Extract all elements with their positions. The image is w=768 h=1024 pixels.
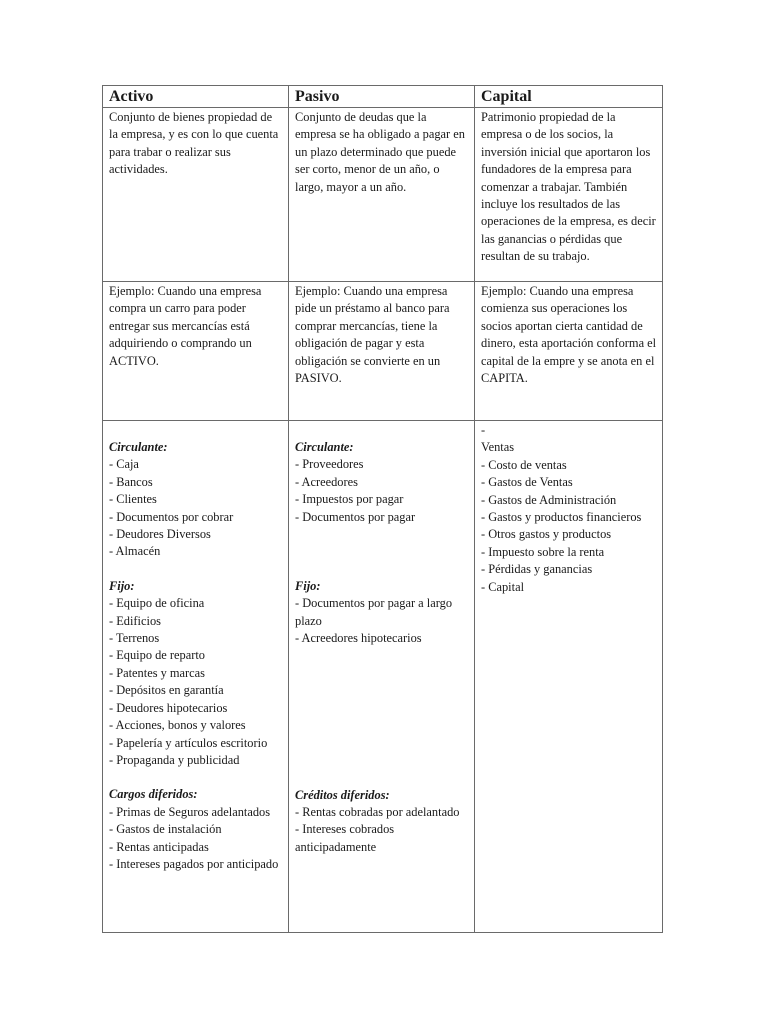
list-item: - Rentas cobradas por adelantado (295, 805, 460, 820)
list-item: - Papelería y artículos escritorio (109, 735, 268, 750)
list-item: - Intereses pagados por anticipado (109, 856, 279, 871)
list-item: - Deudores hipotecarios (109, 700, 228, 715)
list-item: - Capital (481, 579, 525, 594)
activo-diferidos-title: Cargos diferidos: (109, 787, 198, 802)
pasivo-diferidos-title: Créditos diferidos: (295, 787, 390, 802)
example-activo: Ejemplo: Cuando una empresa compra un carro para poder entregar sus mercancías está adquiriendo o comprando un ACTIVO. (103, 282, 289, 421)
list-item: Ventas (481, 440, 515, 455)
list-item: - Equipo de oficina (109, 596, 205, 611)
list-item: - Propaganda y publicidad (109, 752, 240, 767)
spacer (295, 648, 469, 787)
list-item: - Primas de Seguros adelantados (109, 804, 271, 819)
list-item: - Gastos de Administración (481, 492, 617, 507)
header-activo: Activo (103, 86, 289, 108)
capital-accounts (475, 421, 663, 933)
list-item: - Impuesto sobre la renta (481, 544, 605, 559)
pasivo-accounts (289, 421, 475, 933)
example-pasivo: Ejemplo: Cuando una empresa pide un préstamo al banco para comprar mercancías, tiene la obligación de pagar y esta obligación se convierte en un PASIVO. (289, 282, 475, 421)
accounts-row (103, 421, 663, 933)
pasivo-circulante-title: Circulante: (295, 440, 354, 454)
pasivo-fijo-title: Fijo: (295, 579, 321, 594)
example-row (103, 282, 663, 421)
list-item: - Terrenos (109, 631, 160, 646)
activo-diferidos-list (109, 804, 283, 874)
list-item: - Edificios (109, 613, 161, 628)
list-item: - Acreedores hipotecarios (295, 631, 422, 646)
activo-accounts (103, 421, 289, 933)
definition-capital: Patrimonio propiedad de la empresa o de los socios, la inversión inicial que aportaron los fundadores de la empresa para comenzar a trabajar. También incluye los resultados de las operaciones de la empresa, es decir las ganancias o pérdidas que resultan de su trabajo. (475, 108, 663, 282)
definition-pasivo: Conjunto de deudas que la empresa se ha obligado a pagar en un plazo determinado que puede ser corto, menor de un año, o largo, mayor a un año. (289, 108, 475, 282)
list-item: - Documentos por pagar a largo plazo (295, 596, 453, 628)
list-item: - Equipo de reparto (109, 648, 205, 663)
list-item: - Deudores Diversos (109, 527, 211, 542)
capital-list (481, 439, 657, 596)
list-item: - Almacén (109, 544, 161, 559)
list-item: - Depósitos en garantía (109, 683, 224, 698)
list-item: - Caja (109, 457, 139, 472)
activo-circulante-title: Circulante: (109, 440, 168, 454)
header-capital: Capital (475, 86, 663, 108)
capital-lead: - (481, 423, 486, 437)
accounts-table (102, 85, 663, 933)
list-item: - Acreedores (295, 474, 358, 489)
list-item: - Gastos de Ventas (481, 475, 573, 490)
list-item: - Impuestos por pagar (295, 492, 404, 507)
example-capital: Ejemplo: Cuando una empresa comienza sus operaciones los socios aportan cierta cantidad de dinero, esta aportación conforma el capital de la empre y se anota en el CAPITA. (475, 282, 663, 421)
list-item: - Otros gastos y productos (481, 527, 612, 542)
definition-activo: Conjunto de bienes propiedad de la empresa, y es con lo que cuenta para trabar o realizar sus actividades. (103, 108, 289, 282)
definition-row (103, 108, 663, 282)
activo-circulante-list (109, 456, 283, 560)
spacer (109, 769, 283, 786)
list-item: - Bancos (109, 474, 153, 489)
spacer (109, 561, 283, 578)
list-item: - Documentos por cobrar (109, 509, 234, 524)
list-item: - Rentas anticipadas (109, 839, 209, 854)
pasivo-fijo-list (295, 595, 469, 647)
list-item: - Documentos por pagar (295, 509, 416, 524)
pasivo-diferidos-list (295, 804, 469, 856)
list-item: - Patentes y marcas (109, 665, 205, 680)
list-item: - Acciones, bonos y valores (109, 718, 246, 733)
list-item: - Clientes (109, 492, 157, 507)
spacer (109, 422, 283, 439)
spacer (295, 526, 469, 578)
list-item: - Costo de ventas (481, 457, 567, 472)
spacer (295, 422, 469, 439)
list-item: - Gastos de instalación (109, 822, 222, 837)
list-item: - Pérdidas y ganancias (481, 562, 593, 577)
activo-fijo-list (109, 595, 283, 769)
activo-fijo-title: Fijo: (109, 578, 135, 593)
list-item: - Proveedores (295, 457, 364, 472)
header-row (103, 86, 663, 108)
header-pasivo: Pasivo (289, 86, 475, 108)
list-item: - Intereses cobrados anticipadamente (295, 822, 395, 854)
pasivo-circulante-list (295, 456, 469, 526)
list-item: - Gastos y productos financieros (481, 510, 642, 525)
